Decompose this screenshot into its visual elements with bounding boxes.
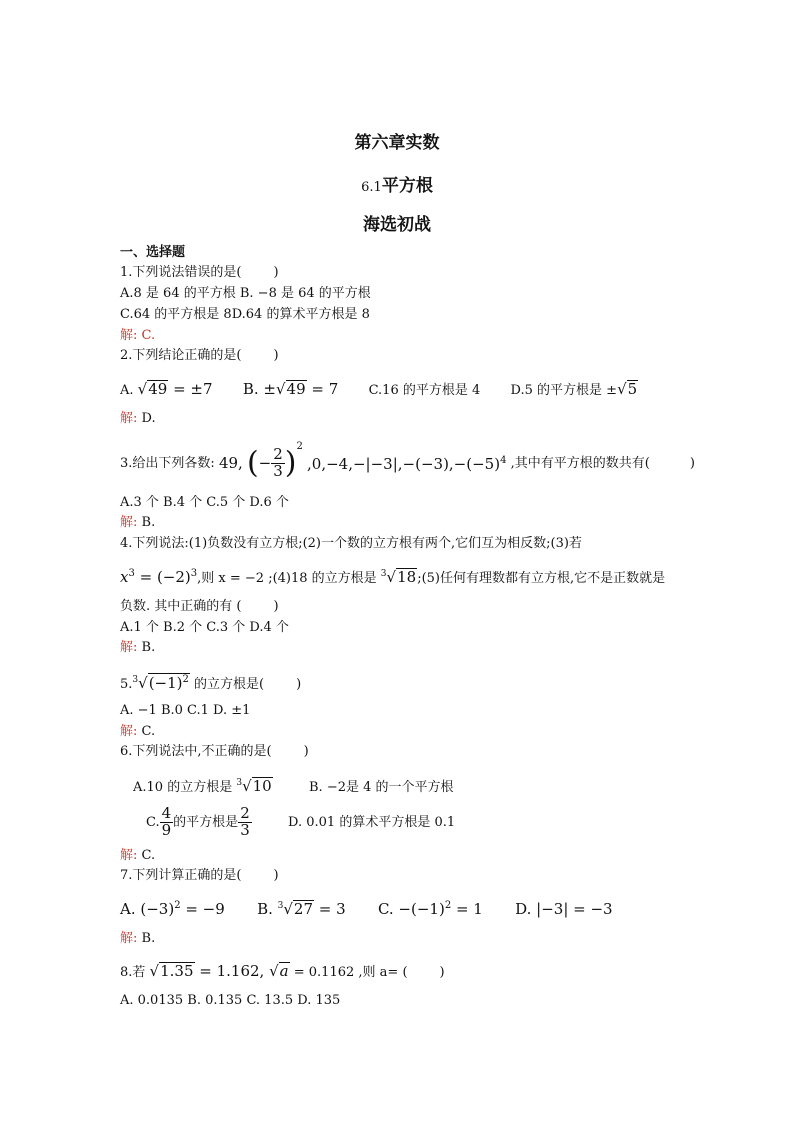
q6-option-d: D. 0.01 的算术平方根是 0.1 — [288, 814, 456, 830]
q7-option-c: C. $-(-1)^2 = 1$ — [377, 900, 483, 918]
q5-answer: 解: C. — [120, 724, 156, 739]
q8-options: A. 0.0135 B. 0.135 C. 13.5 D. 135 — [120, 993, 341, 1008]
q2-option-a: A. √49 = ±7 — [120, 380, 213, 398]
section-number: 6.1 — [361, 180, 382, 195]
q4-options: A.1 个 B.2 个 C.3 个 D.4 个 — [120, 620, 289, 635]
q6-option-b: B. −2是 4 的一个平方根 — [309, 780, 454, 795]
q2-answer: 解: D. — [120, 411, 156, 426]
q6-answer: 解: C. — [120, 848, 156, 863]
q6-options-cd — [146, 806, 455, 842]
q8-stem: 8.若 √1.35 = 1.162, √a = 0.1162 ,则 a= ( ) — [120, 962, 445, 980]
q7-option-a: A. $(-3)^2 = -9$ — [120, 900, 225, 918]
q4-line1: 4.下列说法:(1)负数没有立方根;(2)一个数的立方根有两个,它们互为相反数;(3)若 — [120, 536, 582, 551]
q6-option-c: C. $\frac{4}{9}$ 的平方根是 $\frac{2}{3}$ — [146, 804, 250, 839]
q6-options-ab — [133, 777, 454, 795]
q1-options-cd: C.64 的平方根是 8D.64 的算术平方根是 8 — [120, 307, 370, 322]
q4-line2: $x^3 = (-2)^3$,则 x = −2 ;(4)18 的立方根是 $^3$√18;(5)任何有理数都有立方根,它不是正数就是 — [120, 568, 666, 586]
section-title — [0, 171, 794, 196]
q7-stem: 7.下列计算正确的是( ) — [120, 868, 279, 883]
q7-answer: 解: B. — [120, 931, 156, 946]
q5-options: A. −1 B.0 C.1 D. ±1 — [120, 703, 251, 718]
q2-options — [120, 380, 638, 398]
section-heading: 一、选择题 — [120, 245, 186, 260]
q1-options-ab: A.8 是 64 的平方根 B. −8 是 64 的平方根 — [120, 286, 371, 301]
q4-line3: 负数. 其中正确的有 ( ) — [120, 599, 279, 614]
chapter-title: 第六章实数 — [354, 133, 440, 153]
q7-options — [120, 900, 613, 918]
q3-options: A.3 个 B.4 个 C.5 个 D.6 个 — [120, 495, 289, 510]
q3-stem: 3.给出下列各数: 49, (− $\frac{2}{3}$ )$^2$ $,0,-4,-|-3|,-(-3),-(-5)^4$ ,其中有平方根的数共有( ) — [120, 441, 695, 481]
q1-answer: 解: C. — [120, 328, 156, 343]
q7-option-b: B. $^3$√27 = 3 — [257, 900, 346, 918]
q2-option-c: C.16 的平方根是 4 — [368, 383, 481, 398]
q5-stem: $5.^3√(-1)^2$ 的立方根是( ) — [120, 674, 302, 692]
q3-answer: 解: B. — [120, 515, 156, 530]
q2-stem: 2.下列结论正确的是( ) — [120, 348, 279, 363]
subtitle: 海选初战 — [363, 215, 431, 235]
q7-option-d: D. |−3| = −3 — [515, 900, 613, 918]
q2-option-b: B. ±√49 = 7 — [242, 380, 339, 398]
q6-stem: 6.下列说法中,不正确的是( ) — [120, 744, 309, 759]
q2-option-d: D.5 的平方根是 ±√5 — [510, 380, 638, 398]
section-name: 平方根 — [381, 176, 433, 196]
q4-answer: 解: B. — [120, 640, 156, 655]
q1-stem: 1.下列说法错误的是( ) — [120, 265, 279, 280]
q6-option-a: A.10 的立方根是 $^3$√10 — [133, 777, 272, 795]
